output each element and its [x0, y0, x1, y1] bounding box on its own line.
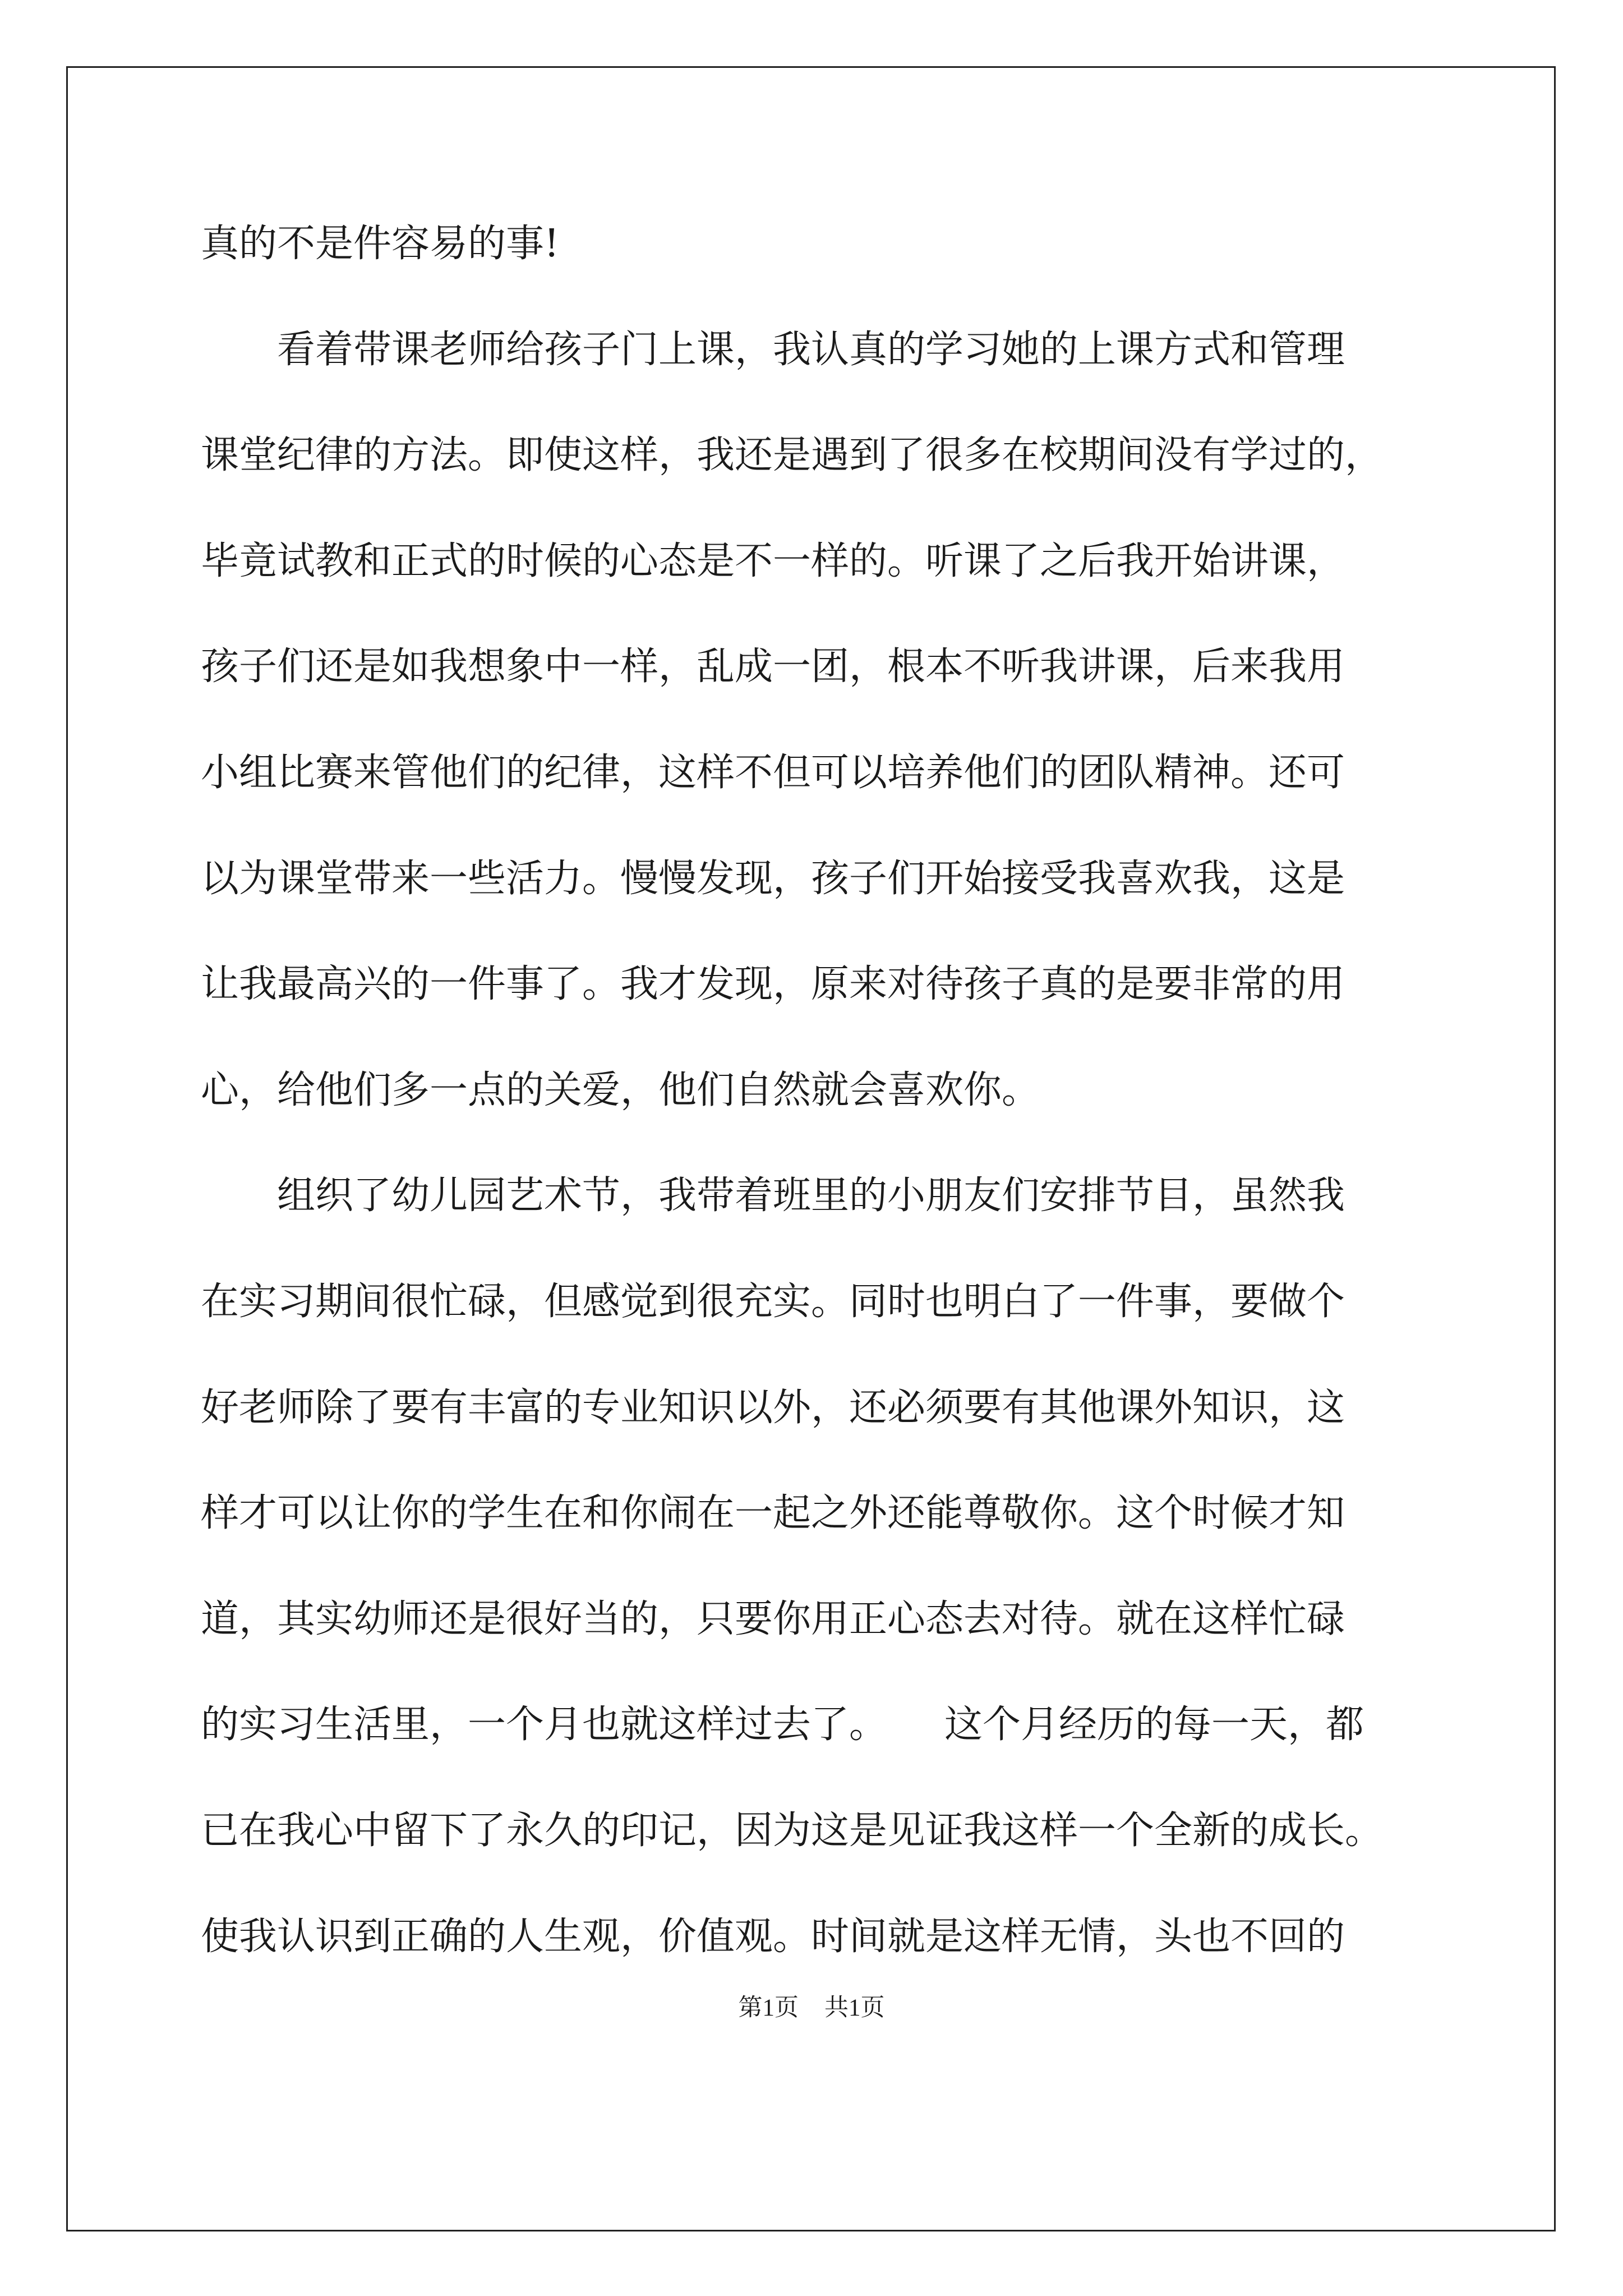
text-line: 毕竟试教和正式的时候的心态是不一样的。听课了之后我开始讲课， [201, 539, 1345, 583]
text-line: 心，给他们多一点的关爱，他们自然就会喜欢你。 [201, 1068, 1040, 1112]
page-number: 第1页 [738, 1995, 799, 2021]
text-line: 真的不是件容易的事! [201, 222, 560, 266]
text-line: 道，其实幼师还是很好当的，只要你用正心态去对待。就在这样忙碌 [201, 1596, 1345, 1641]
text-line: 小组比赛来管他们的纪律，这样不但可以培养他们的团队精神。还可 [201, 750, 1345, 795]
text-line: 组织了幼儿园艺术节，我带着班里的小朋友们安排节目，虽然我 [201, 1174, 1345, 1218]
text-line: 以为课堂带来一些活力。慢慢发现，孩子们开始接受我喜欢我，这是 [201, 856, 1345, 901]
text-line: 样才可以让你的学生在和你闹在一起之外还能尊敬你。这个时候才知 [201, 1491, 1345, 1536]
text-line: 好老师除了要有丰富的专业知识以外，还必须要有其他课外知识，这 [201, 1385, 1345, 1430]
text-line: 孩子们还是如我想象中一样，乱成一团，根本不听我讲课，后来我用 [201, 645, 1345, 689]
page-total: 共1页 [824, 1995, 885, 2021]
text-line: 让我最高兴的一件事了。我才发现，原来对待孩子真的是要非常的用 [201, 962, 1345, 1007]
text-line: 使我认识到正确的人生观，价值观。时间就是这样无情，头也不回的 [201, 1914, 1345, 1959]
text-line: 在实习期间很忙碌，但感觉到很充实。同时也明白了一件事，要做个 [201, 1279, 1345, 1324]
text-line: 的实习生活里，一个月也就这样过去了。 这个月经历的每一天，都 [201, 1703, 1364, 1747]
text-line: 课堂纪律的方法。即使这样，我还是遇到了很多在校期间没有学过的， [201, 433, 1384, 478]
text-line: 看着带课老师给孩子门上课，我认真的学习她的上课方式和管理 [201, 327, 1345, 372]
document-body [201, 222, 1435, 2020]
page-footer [0, 1989, 1623, 2023]
text-line: 已在我心中留下了永久的印记，因为这是见证我这样一个全新的成长。 [201, 1808, 1384, 1853]
